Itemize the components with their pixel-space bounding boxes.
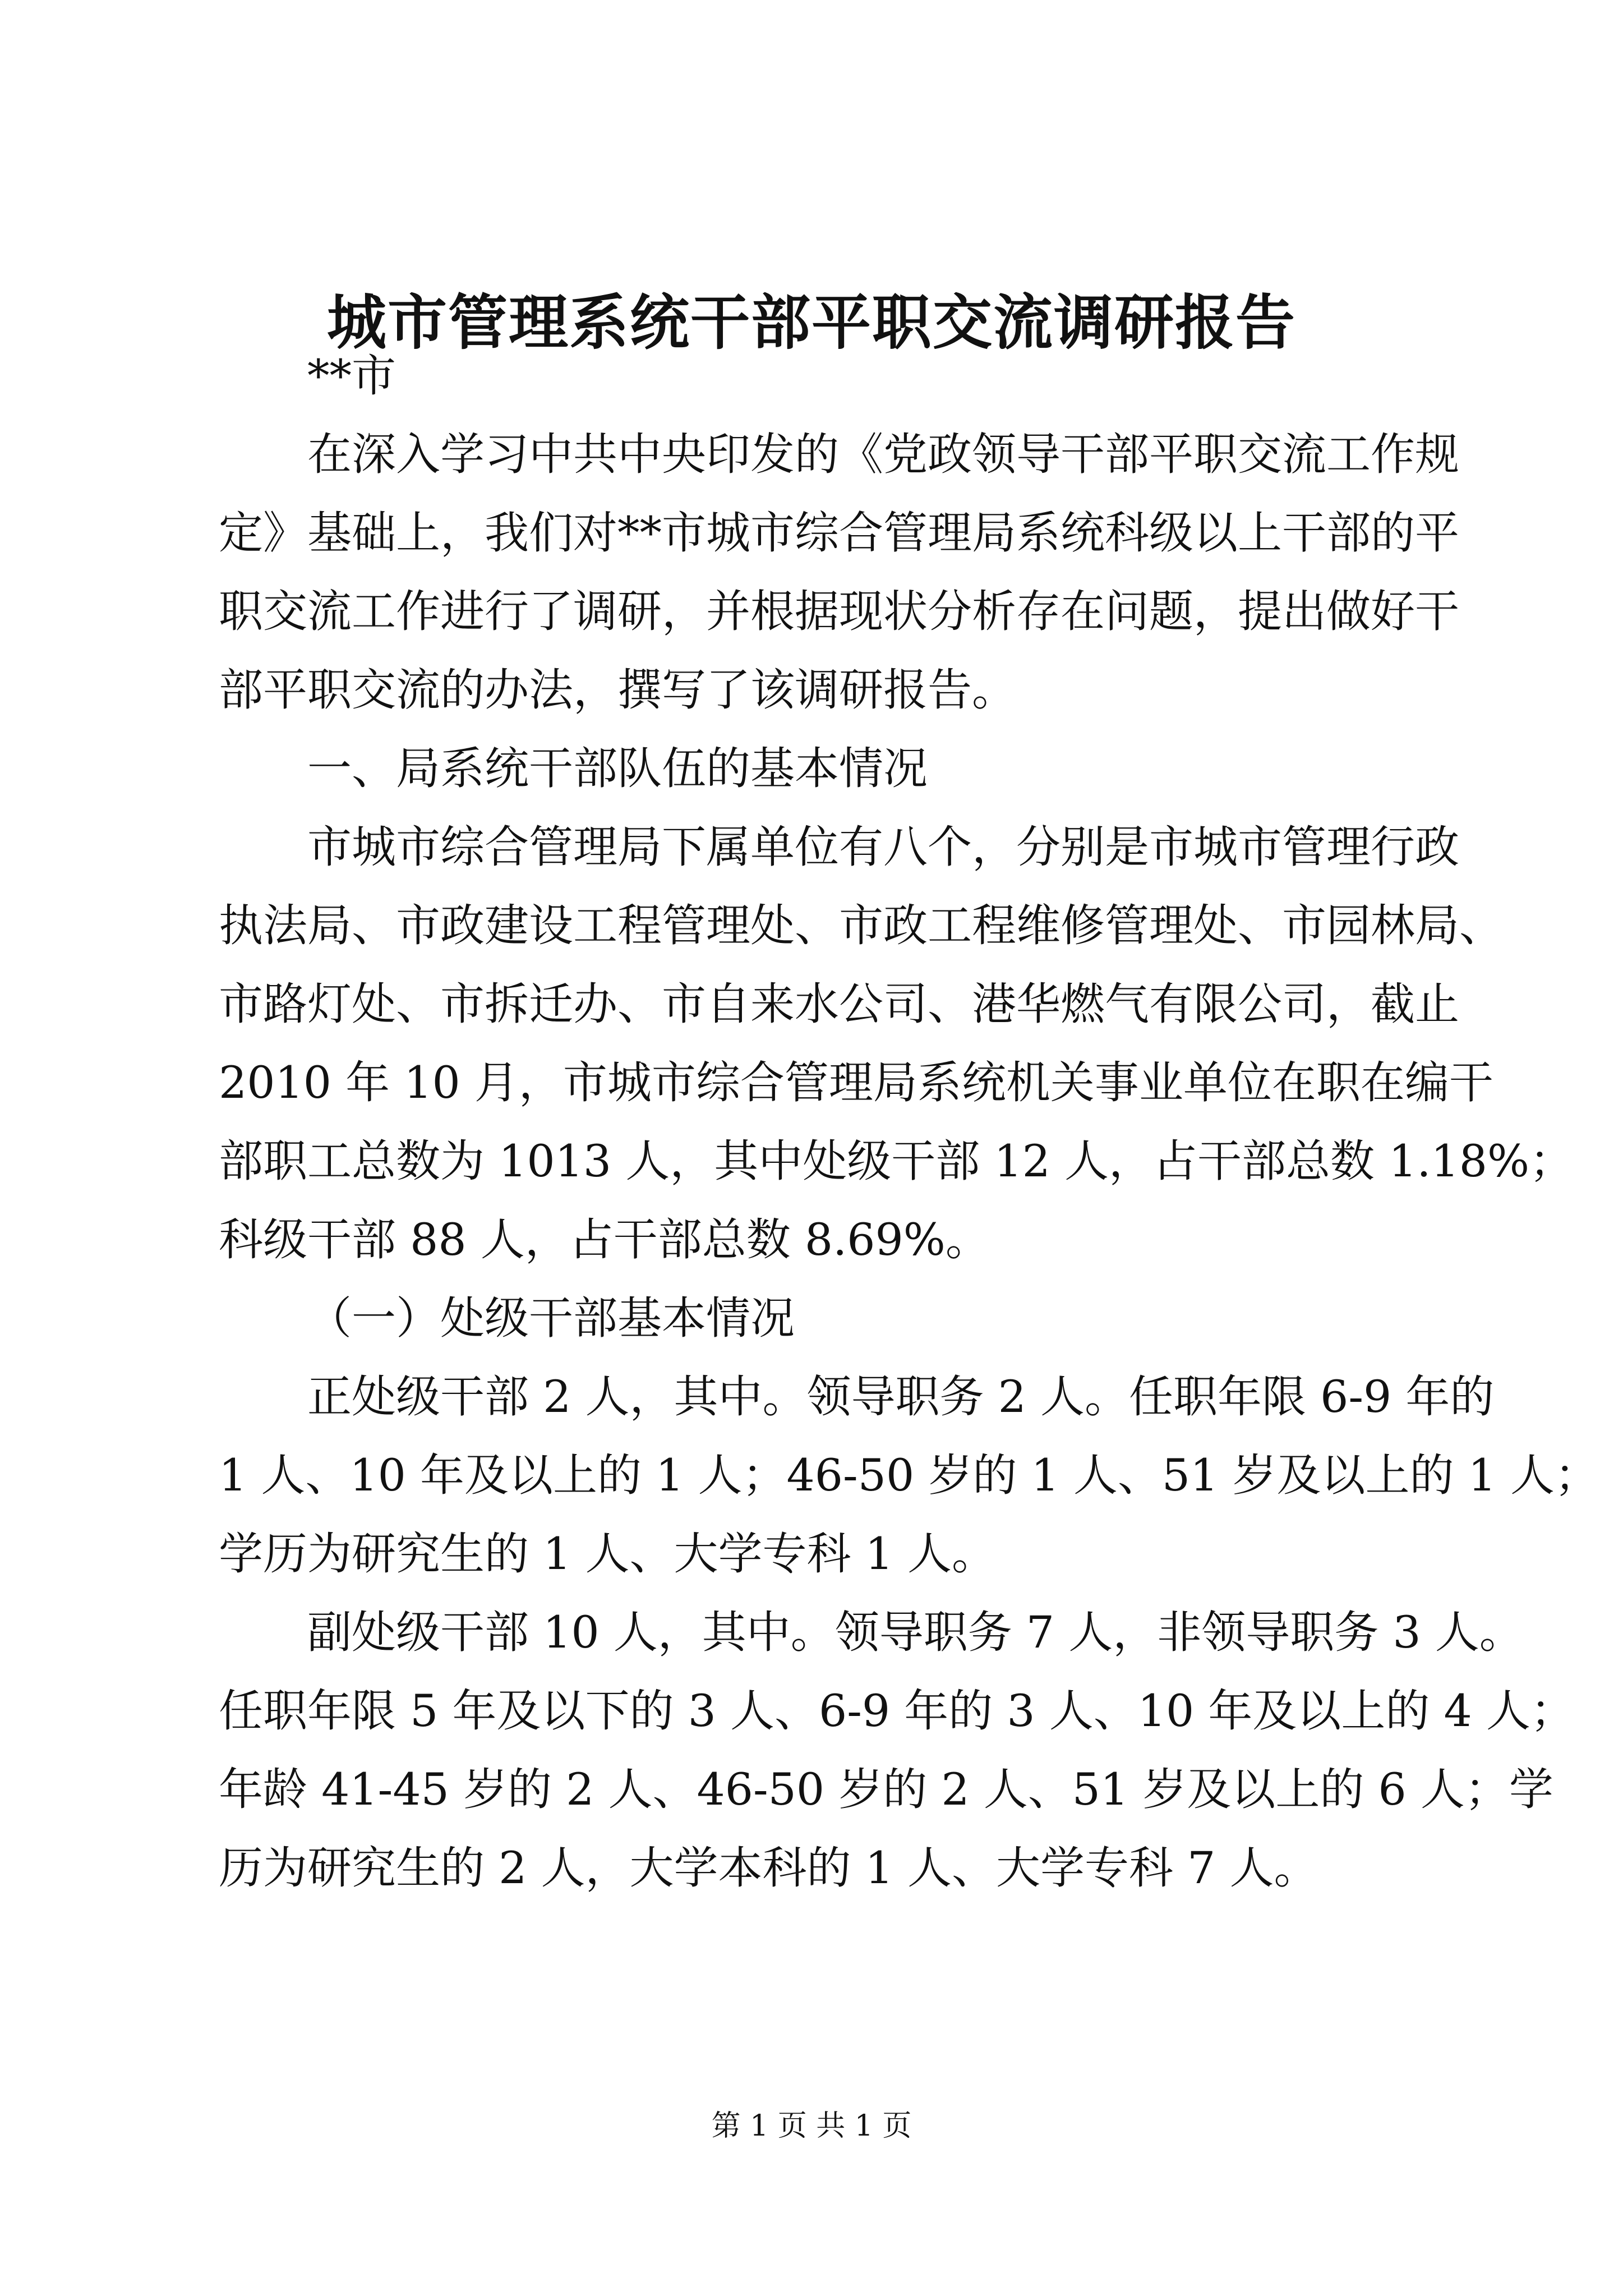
body-line: 在深入学习中共中央印发的《党政领导干部平职交流工作规 xyxy=(307,429,1459,480)
body-line: 任职年限 5 年及以下的 3 人、6-9 年的 3 人、10 年及以上的 4 人； xyxy=(219,1685,1575,1737)
body-line: 部平职交流的办法，撰写了该调研报告。 xyxy=(219,664,1016,716)
body-line: 学历为研究生的 1 人、大学专科 1 人。 xyxy=(219,1528,996,1580)
body-line: 年龄 41-45 岁的 2 人、46-50 岁的 2 人、51 岁及以上的 6 人；学 xyxy=(219,1764,1553,1815)
body-line: 历为研究生的 2 人，大学本科的 1 人、大学专科 7 人。 xyxy=(219,1842,1318,1894)
body-line: 市路灯处、市拆迁办、市自来水公司、港华燃气有限公司，截止 xyxy=(219,978,1459,1030)
body-line: 部职工总数为 1013 人，其中处级干部 12 人，占干部总数 1.18%； xyxy=(219,1135,1574,1187)
document-title: 城市管理系统干部平职交流调研报告 xyxy=(327,287,1296,357)
document-body xyxy=(219,337,1599,1907)
subsection-heading: （一）处级干部基本情况 xyxy=(307,1292,795,1344)
page-footer: 第 1 页 共 1 页 xyxy=(711,2109,912,2143)
section-heading: 一、局系统干部队伍的基本情况 xyxy=(307,743,928,794)
body-line: 执法局、市政建设工程管理处、市政工程维修管理处、市园林局、 xyxy=(219,900,1504,951)
body-line: 市城市综合管理局下属单位有八个，分别是市城市管理行政 xyxy=(307,821,1459,873)
author-line: **市 xyxy=(307,350,396,402)
body-line: 副处级干部 10 人，其中。领导职务 7 人，非领导职务 3 人。 xyxy=(307,1607,1524,1658)
body-line: 正处级干部 2 人，其中。领导职务 2 人。任职年限 6-9 年的 xyxy=(307,1371,1495,1423)
body-line: 职交流工作进行了调研，并根据现状分析存在问题，提出做好干 xyxy=(219,586,1459,637)
body-line: 定》基础上，我们对**市城市综合管理局系统科级以上干部的平 xyxy=(219,507,1459,559)
body-line: 2010 年 10 月，市城市综合管理局系统机关事业单位在职在编干 xyxy=(219,1057,1493,1108)
body-line: 1 人、10 年及以上的 1 人；46-50 岁的 1 人、51 岁及以上的 1 人； xyxy=(219,1450,1599,1501)
body-line: 科级干部 88 人，占干部总数 8.69%。 xyxy=(219,1214,990,1266)
